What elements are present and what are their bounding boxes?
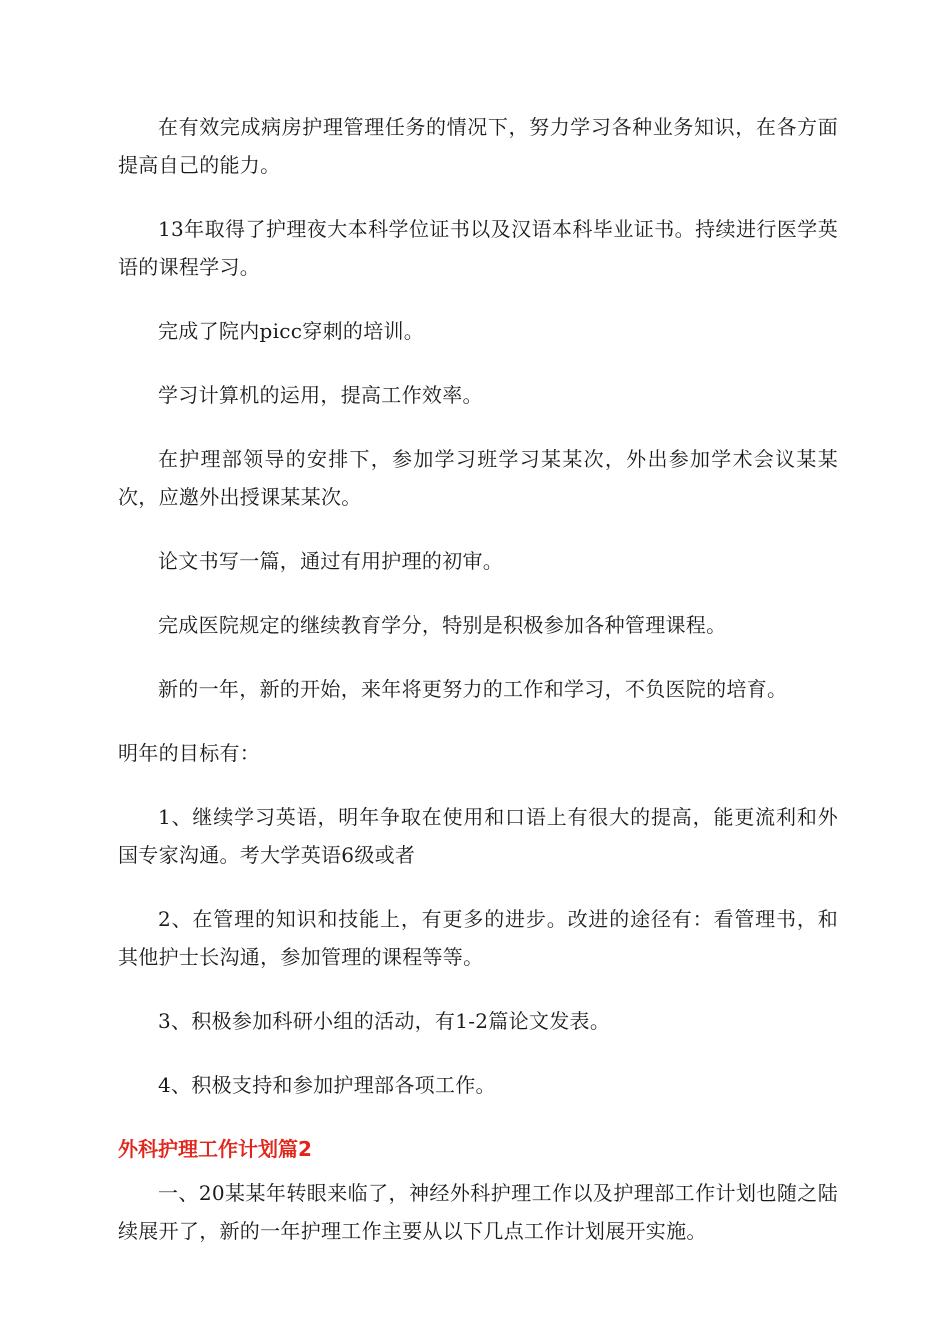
goal-item: 2、在管理的知识和技能上，有更多的进步。改进的途径有：看管理书，和其他护士长沟通，参加管理的课程等等。 <box>118 907 838 969</box>
body-paragraph: 在有效完成病房护理管理任务的情况下，努力学习各种业务知识，在各方面提高自己的能力。 <box>118 115 838 177</box>
body-paragraph: 完成医院规定的继续教育学分，特别是积极参加各种管理课程。 <box>158 613 727 637</box>
body-paragraph: 在护理部领导的安排下，参加学习班学习某某次，外出参加学术会议某某次，应邀外出授课某某次。 <box>118 447 838 509</box>
body-paragraph: 论文书写一篇，通过有用护理的初审。 <box>158 549 504 573</box>
body-paragraph: 完成了院内picc穿刺的培训。 <box>158 319 425 343</box>
body-paragraph: 新的一年，新的开始，来年将更努力的工作和学习，不负医院的培育。 <box>158 677 788 701</box>
body-paragraph: 13年取得了护理夜大本科学位证书以及汉语本科毕业证书。持续进行医学英语的课程学习。 <box>118 217 838 279</box>
goals-heading: 明年的目标有： <box>118 741 261 765</box>
document-body <box>118 108 838 1276</box>
goal-item: 4、积极支持和参加护理部各项工作。 <box>158 1073 496 1097</box>
section-paragraph: 一、20某某年转眼来临了，神经外科护理工作以及护理部工作计划也随之陆续展开了，新的一年护理工作主要从以下几点工作计划展开实施。 <box>118 1181 838 1243</box>
goal-item: 1、继续学习英语，明年争取在使用和口语上有很大的提高，能更流利和外国专家沟通。考大学英语6级或者 <box>118 805 838 867</box>
goal-item: 3、积极参加科研小组的活动，有1-2篇论文发表。 <box>158 1009 611 1033</box>
body-paragraph: 学习计算机的运用，提高工作效率。 <box>158 383 483 407</box>
section-title: 外科护理工作计划篇2 <box>118 1137 312 1161</box>
